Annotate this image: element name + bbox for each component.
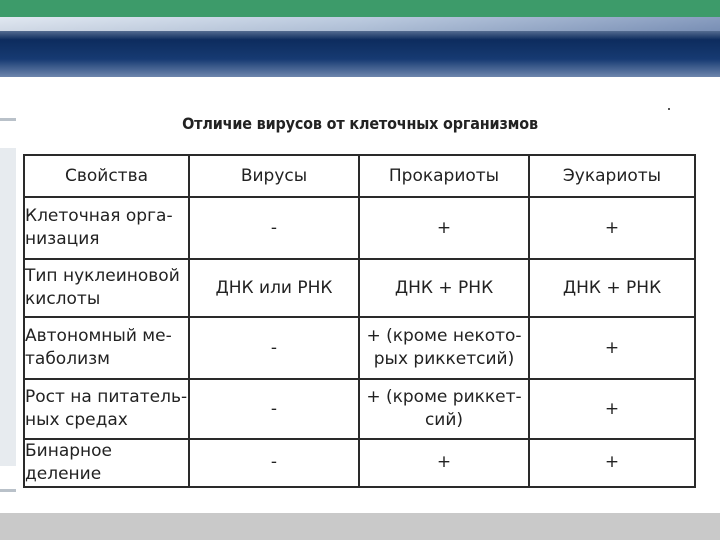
table-row [24, 259, 695, 317]
cell-property: Клеточная орга- низация [24, 197, 189, 259]
comparison-table [23, 154, 696, 488]
table-row [24, 439, 695, 487]
cell-eukaryotes: ДНК + РНК [529, 259, 695, 317]
cell-prokaryotes: + [359, 439, 529, 487]
header-eukaryotes: Эукариоты [529, 155, 695, 197]
cell-prokaryotes: + (кроме риккет- сий) [359, 379, 529, 439]
cell-eukaryotes: + [529, 379, 695, 439]
cell-eukaryotes: + [529, 317, 695, 379]
table-row [24, 197, 695, 259]
header-prokaryotes: Прокариоты [359, 155, 529, 197]
decorative-dot [668, 108, 670, 110]
cell-prokaryotes: + (кроме некото- рых риккетсий) [359, 317, 529, 379]
top-green-stripe [0, 0, 720, 17]
left-side-strip [0, 148, 16, 466]
header-band-highlight [0, 17, 720, 31]
page-title: Отличие вирусов от клеточных организмов [182, 114, 538, 133]
cell-viruses: - [189, 439, 359, 487]
cell-property: Автономный ме- таболизм [24, 317, 189, 379]
cell-eukaryotes: + [529, 439, 695, 487]
footer-band [0, 513, 720, 540]
cell-viruses: ДНК или РНК [189, 259, 359, 317]
cell-viruses: - [189, 317, 359, 379]
cell-property: Тип нуклеиновой кислоты [24, 259, 189, 317]
cell-property: Бинарное деление [24, 439, 189, 487]
cell-prokaryotes: ДНК + РНК [359, 259, 529, 317]
cell-viruses: - [189, 197, 359, 259]
header-properties: Свойства [24, 155, 189, 197]
table-row [24, 379, 695, 439]
side-tick-mark [0, 489, 16, 492]
table-header-row [24, 155, 695, 197]
cell-property: Рост на питатель- ных средах [24, 379, 189, 439]
cell-viruses: - [189, 379, 359, 439]
side-tick-mark [0, 118, 16, 121]
header-viruses: Вирусы [189, 155, 359, 197]
cell-prokaryotes: + [359, 197, 529, 259]
table-row [24, 317, 695, 379]
cell-eukaryotes: + [529, 197, 695, 259]
